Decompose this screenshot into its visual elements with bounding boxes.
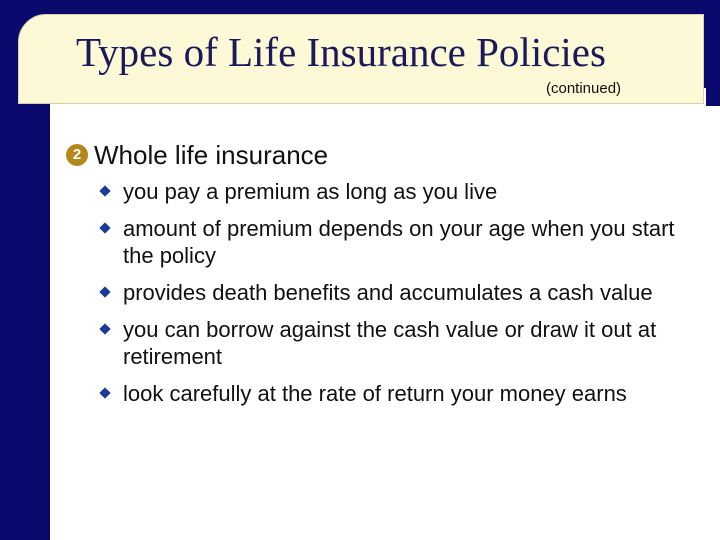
list-item	[66, 380, 686, 407]
list-item	[66, 178, 686, 205]
bullet-text: amount of premium depends on your age when you start the policy	[123, 216, 675, 268]
slide-title: Types of Life Insurance Policies	[76, 29, 606, 75]
bullet-text: you pay a premium as long as you live	[123, 179, 498, 204]
main-point	[66, 138, 686, 172]
diamond-bullet-icon	[99, 286, 110, 297]
bullet-text: look carefully at the rate of return your money earns	[123, 381, 627, 406]
list-item	[66, 279, 686, 306]
diamond-bullet-icon	[99, 387, 110, 398]
bullet-list	[66, 178, 686, 407]
slide-subtitle: (continued)	[546, 80, 622, 97]
number-badge-icon: 2	[66, 144, 88, 166]
bullet-text: provides death benefits and accumulates a cash value	[123, 280, 653, 305]
bullet-text: you can borrow against the cash value or draw it out at retirement	[123, 317, 657, 369]
diamond-bullet-icon	[99, 323, 110, 334]
right-frame-stripe	[706, 88, 720, 106]
main-point-label: Whole life insurance	[94, 140, 329, 170]
list-item	[66, 215, 686, 269]
list-item	[66, 316, 686, 370]
diamond-bullet-icon	[99, 222, 110, 233]
slide-content	[66, 138, 686, 417]
diamond-bullet-icon	[99, 185, 110, 196]
